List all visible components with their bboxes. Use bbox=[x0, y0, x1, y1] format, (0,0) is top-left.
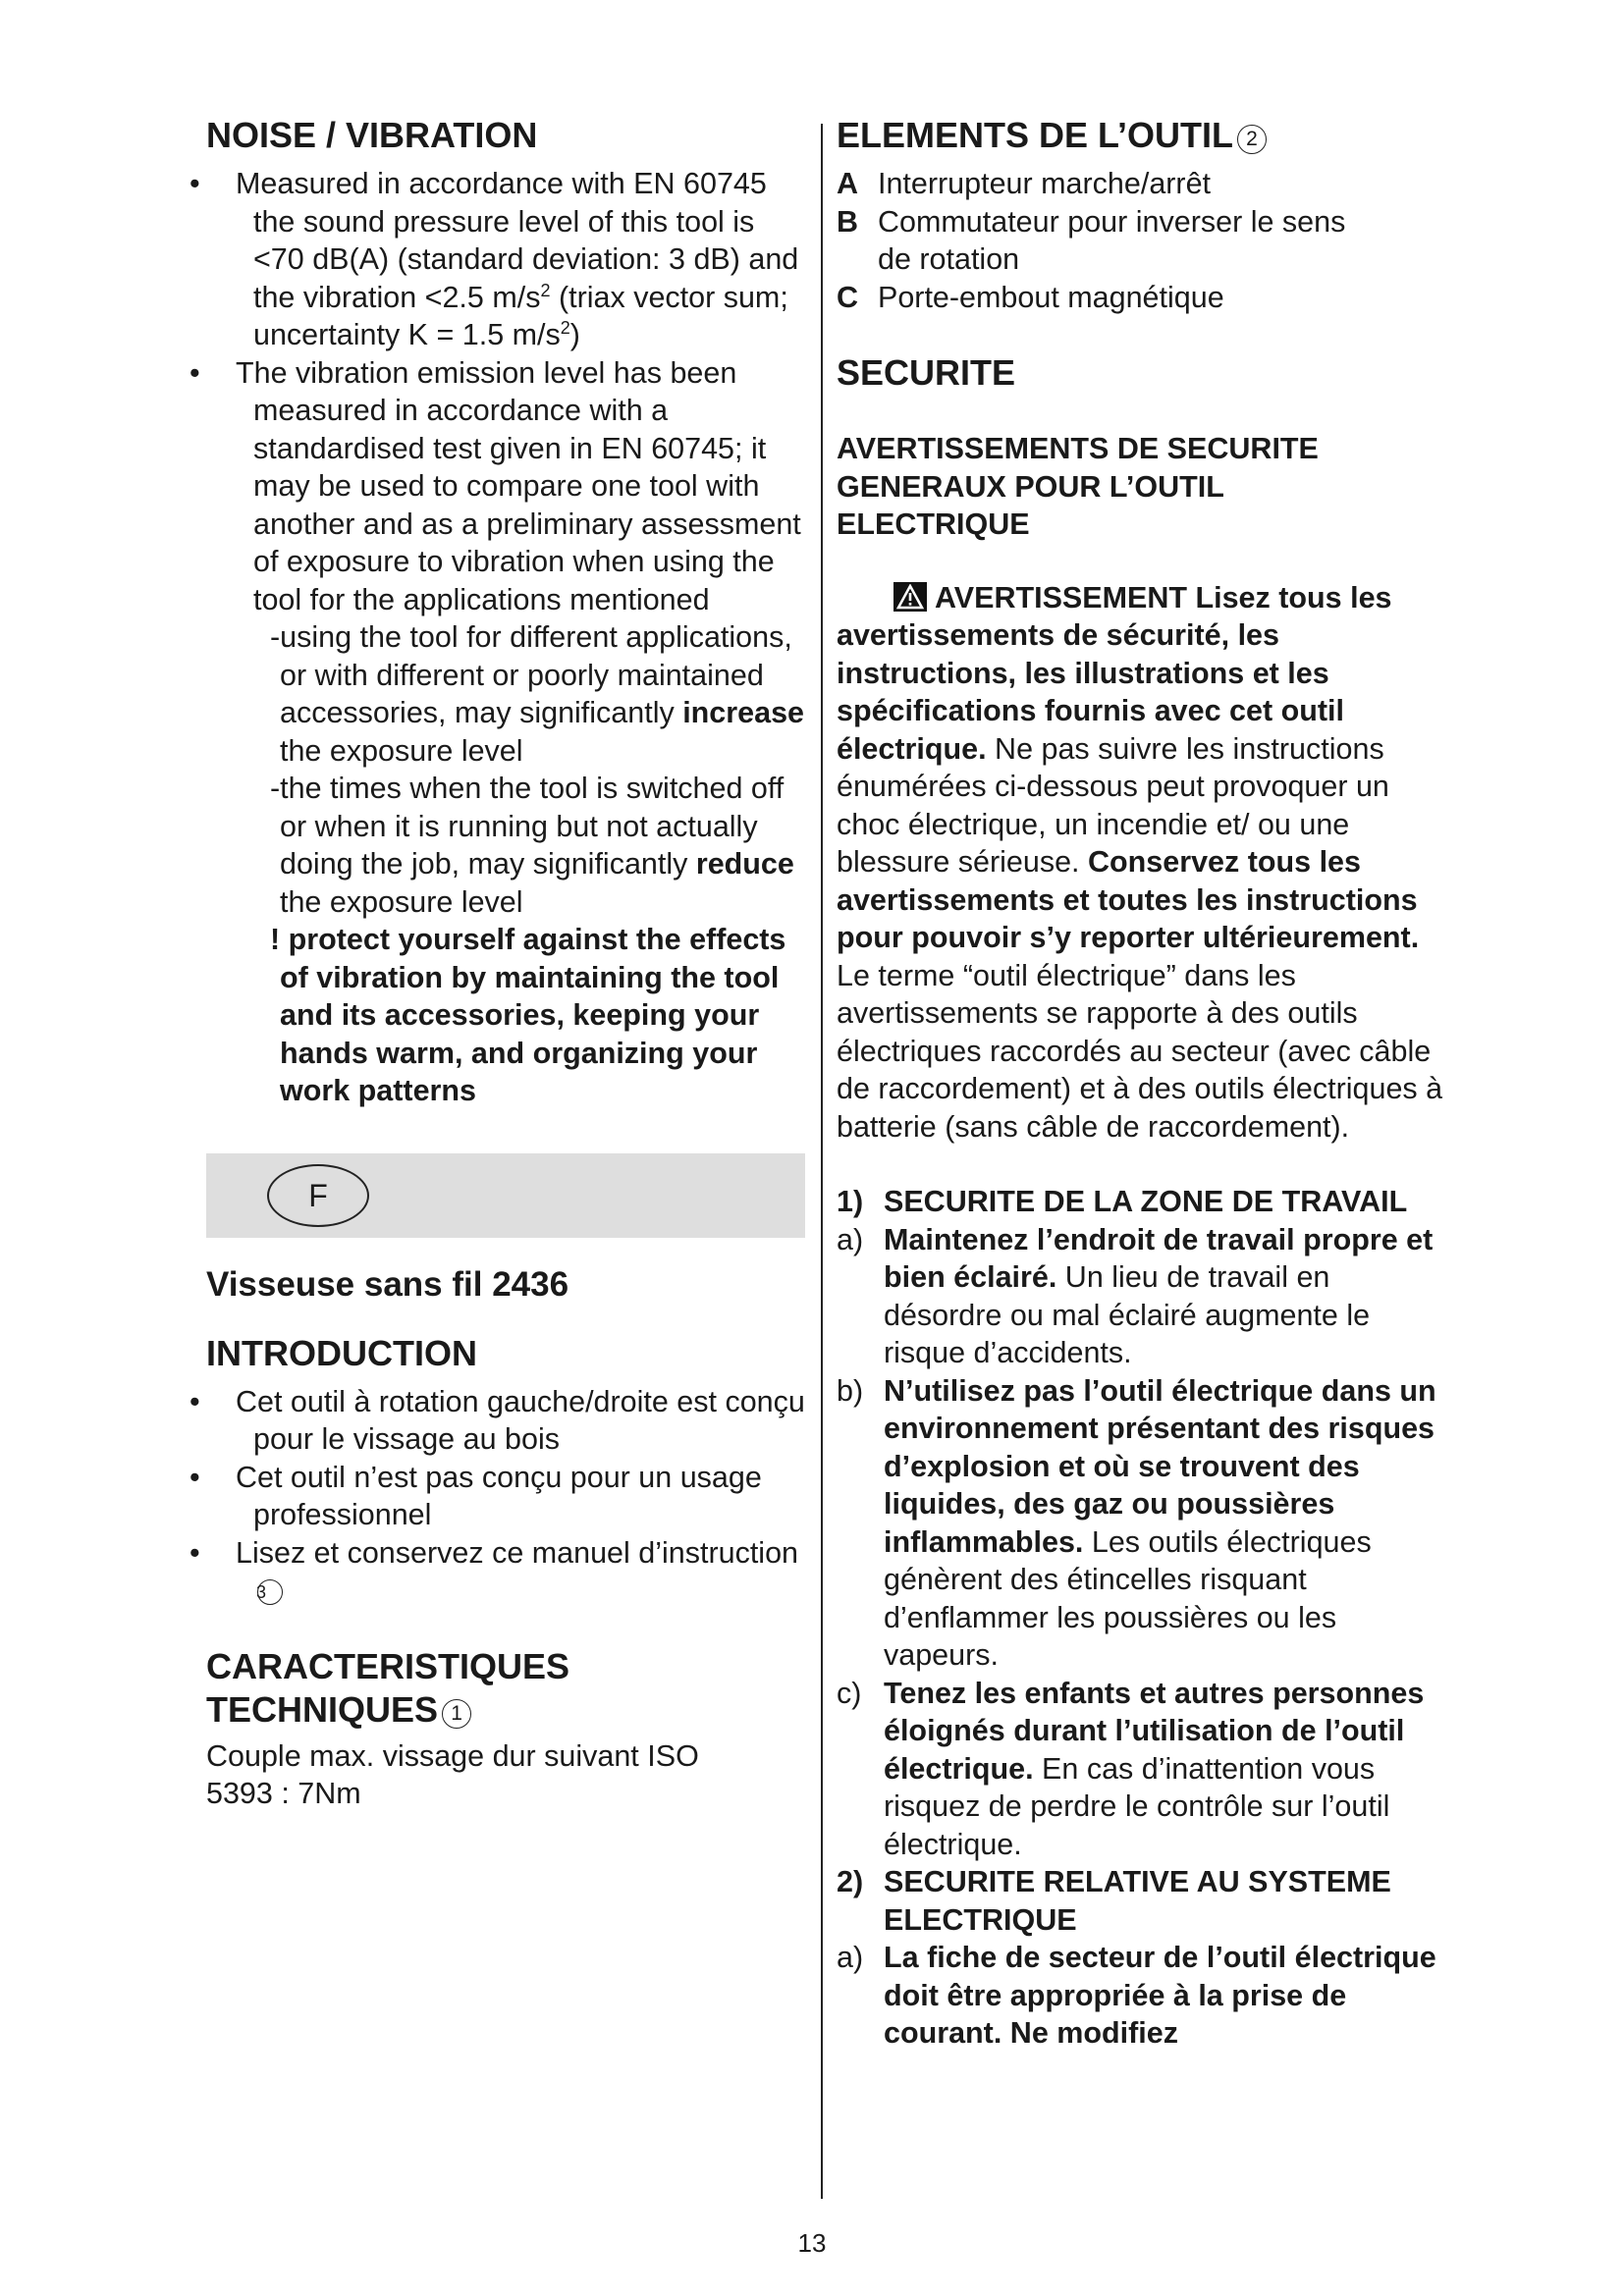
section-2-item-a: a) La fiche de secteur de l’outil électrique doit être appropriée à la prise de courant. Ne modifiez bbox=[837, 1941, 1436, 2050]
element-item: C Porte-embout magnétique bbox=[837, 280, 1224, 314]
intro-bullet-1: • Cet outil à rotation gauche/droite est conçu pour le vissage au bois bbox=[206, 1383, 805, 1459]
elements-heading: ELEMENTS DE L’OUTIL 2 bbox=[837, 114, 1445, 157]
protect-warning: ! protect yourself against the effects of vibration by maintaining the tool and its accessories, keeping your hands warm, and organizing your work patterns bbox=[270, 923, 786, 1107]
figure-ref-1: 1 bbox=[442, 1699, 471, 1729]
section-1-item-a: a) Maintenez l’endroit de travail propre et bien éclairé. Un lieu de travail en désordre ou mal éclairé augmente le risque d’accidents. bbox=[837, 1222, 1434, 1369]
noise-vibration-heading: NOISE / VIBRATION bbox=[206, 115, 538, 155]
introduction-heading: INTRODUCTION bbox=[206, 1332, 477, 1373]
figure-ref-2: 2 bbox=[1237, 125, 1267, 154]
specs-text: Couple max. vissage dur suivant ISO 5393 : 7Nm bbox=[206, 1738, 699, 1810]
warning-paragraph: AVERTISSEMENT Lisez tous les avertissements de sécurité, les instructions, les illustrations et les spécifications fournis avec cet outil électrique. Ne pas suivre les instructions énumérées ci-dessous peut provoquer un choc électrique, un incendie et/ ou une blessure sérieuse. Conservez tous les avertissements et toutes les instructions pour pouvoir s’y reporter ultérieurement. Le terme “outil électrique” dans les avertissements se rapporte à des outils électriques raccordés au secteur (avec câble de raccordement) et à des outils électriques à batterie (sans câble de raccordement). bbox=[837, 580, 1443, 1144]
noise-bullet-1: • Measured in accordance with EN 60745 the sound pressure level of this tool is <70 dB(A) (standard deviation: 3 dB) and the vibration <2.5 $m/s^2$ (triax vector sum; uncertainty K = 1.5 $m/s^2$) bbox=[206, 165, 805, 354]
element-item: A Interrupteur marche/arrêt bbox=[837, 167, 1212, 200]
warning-triangle-icon bbox=[893, 582, 927, 612]
left-column bbox=[206, 114, 805, 1813]
noise-bullet-2: • The vibration emission level has been measured in accordance with a standardised test given in EN 60745; it may be used to compare one tool with another and as a preliminary assessment of exposure to vibration when using the tool for the applications mentioned bbox=[206, 354, 805, 619]
product-title: Visseuse sans fil 2436 bbox=[206, 1264, 569, 1304]
language-section-banner bbox=[206, 1153, 805, 1238]
specs-heading-line-1: CARACTERISTIQUES bbox=[206, 1645, 570, 1686]
section-1-item-c: c) Tenez les enfants et autres personnes éloignés durant l’utilisation de l’outil électrique. En cas d’inattention vous risquez de perdre le contrôle sur l’outil électrique. bbox=[837, 1676, 1425, 1861]
language-code-badge: F bbox=[267, 1164, 369, 1227]
figure-ref-3: 3 bbox=[257, 1579, 283, 1605]
column-divider bbox=[821, 124, 823, 2199]
intro-bullet-3: • Lisez et conservez ce manuel d’instruction3 bbox=[206, 1534, 805, 1610]
section-1-item-b: b) N’utilisez pas l’outil électrique dans un environnement présentant des risques d’explosion et où se trouvent des liquides, des gaz ou poussières inflammables. Les outils électriques génèrent des étincelles risquant d’enflammer les poussières ou les vapeurs. bbox=[837, 1373, 1436, 1672]
intro-bullet-2: • Cet outil n’est pas conçu pour un usage professionnel bbox=[206, 1459, 805, 1534]
specs-heading-line-2: TECHNIQUES 1 bbox=[206, 1688, 805, 1732]
vibration-dash-1: -using the tool for different applications, or with different or poorly maintained accessories, may significantly increase the exposure level bbox=[270, 620, 804, 768]
securite-heading: SECURITE bbox=[837, 352, 1016, 393]
right-column bbox=[837, 114, 1445, 2053]
section-2-heading: 2) SECURITE RELATIVE AU SYSTEME ELECTRIQUE bbox=[837, 1865, 1391, 1937]
vibration-dash-2: -the times when the tool is switched off or when it is running but not actually doing the job, may significantly reduce the exposure level bbox=[270, 772, 794, 919]
element-item: B Commutateur pour inverser le sens de rotation bbox=[837, 204, 1346, 276]
avertissements-heading: AVERTISSEMENTS DE SECURITE GENERAUX POUR L’OUTIL ELECTRIQUE bbox=[837, 432, 1319, 541]
elements-list bbox=[837, 165, 1445, 316]
section-1-heading: 1) SECURITE DE LA ZONE DE TRAVAIL bbox=[837, 1185, 1408, 1218]
page-number: 13 bbox=[797, 2228, 827, 2258]
